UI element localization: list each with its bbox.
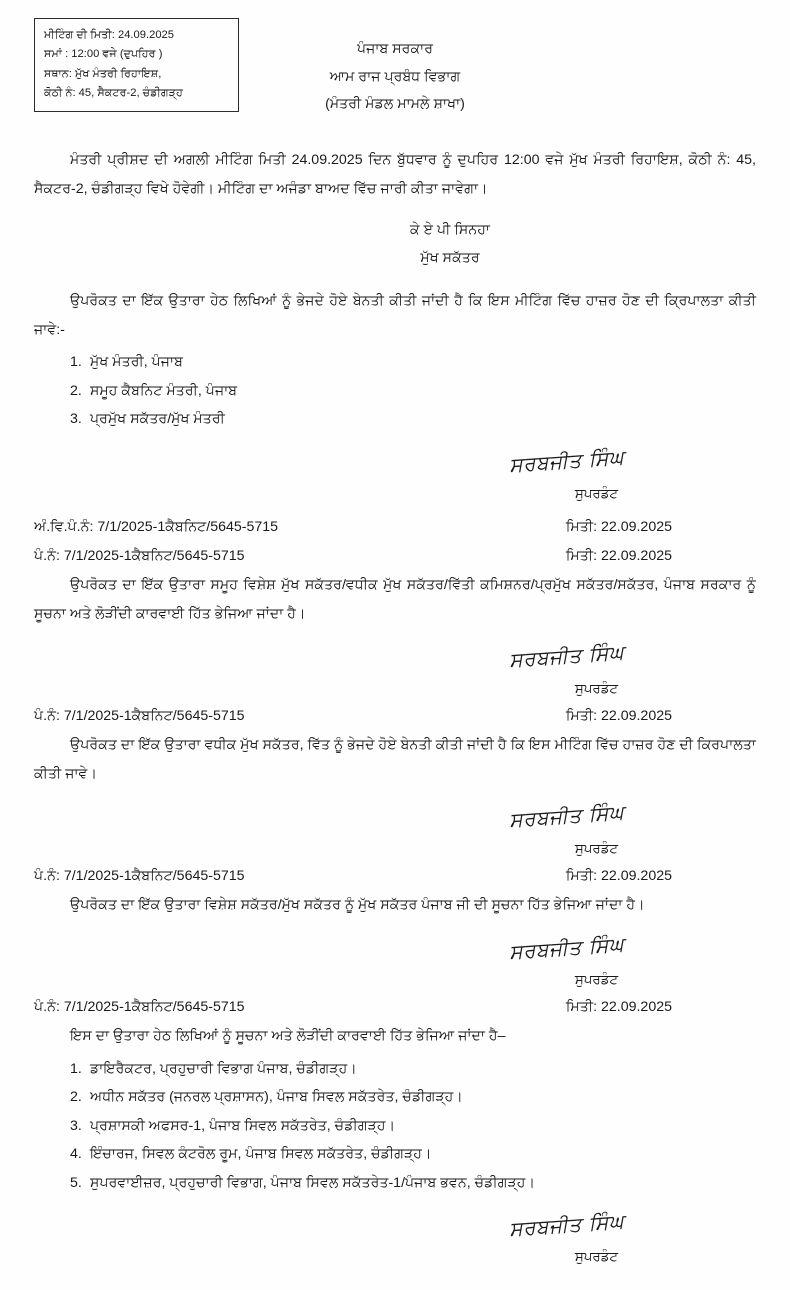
list-item-label: ਇੰਚਾਰਜ, ਸਿਵਲ ਕੰਟਰੋਲ ਰੂਮ, ਪੰਜਾਬ ਸਿਵਲ ਸਕੱਤਰੇਤ, ਚੰਡੀਗੜ੍ਹ। — [90, 1146, 432, 1163]
list-item-label: ਪ੍ਰਸ਼ਾਸਕੀ ਅਫਸਰ-1, ਪੰਜਾਬ ਸਿਵਲ ਸਕੱਤਰੇਤ, ਚੰਡੀਗੜ੍ਹ। — [90, 1117, 396, 1134]
paragraph-copy-secretaries: ਉਪਰੋਕਤ ਦਾ ਇੱਕ ਉਤਾਰਾ ਸਮੂਹ ਵਿਸ਼ੇਸ਼ ਮੁੱਖ ਸਕੱਤਰ/ਵਧੀਕ ਮੁੱਖ ਸਕੱਤਰ/ਵਿੱਤੀ ਕਮਿਸ਼ਨਰ/ਪ੍ਰਮੁੱਖ ਸਕੱਤਰ/ਸਕੱਤਰ, ਪੰਜਾਬ ਸਰਕਾਰ ਨੂੰ ਸੂਚਨਾ ਅਤੇ ਲੋੜੀਂਦੀ ਕਾਰਵਾਈ ਹਿੱਤ ਭੇਜਿਆ ਜਾਂਦਾ ਹੈ। — [34, 577, 756, 622]
reference-date: ਮਿਤੀ: 22.09.2025 — [565, 547, 672, 564]
meeting-time-row: ਸਮਾਂ : 12:00 ਵਜੇ (ਦੁਪਹਿਰ ) — [44, 48, 163, 61]
signature-block-5 — [34, 1205, 756, 1270]
list-item-number: 1. — [70, 1060, 82, 1077]
signature-designation: ਸੁਪਰਡੰਟ — [574, 972, 618, 988]
list-item — [34, 1055, 756, 1083]
reference-date: ਮਿਤੀ: 22.09.2025 — [565, 707, 672, 724]
authority-name: ਕੇ ਏ ਪੀ ਸਿਨਹਾ — [409, 222, 490, 239]
list-item-label: ਸੁਪਰਵਾਈਜ਼ਰ, ਪ੍ਰਹੁਚਾਰੀ ਵਿਭਾਗ, ਪੰਜਾਬ ਸਿਵਲ ਸਕੱਤਰੇਤ-1/ਪੰਜਾਬ ਭਵਨ, ਚੰਡੀਗੜ੍ਹ। — [90, 1174, 536, 1191]
handwritten-signature: ਸਰਬਜੀਤ ਸਿੰਘ — [508, 445, 625, 478]
heading-line-branch: (ਮੰਤਰੀ ਮੰਡਲ ਮਾਮਲੇ ਸ਼ਾਖਾ) — [325, 96, 465, 113]
paragraph-copy-request-1: ਉਪਰੋਕਤ ਦਾ ਇੱਕ ਉਤਾਰਾ ਹੇਠ ਲਿਖਿਆਂ ਨੂੰ ਭੇਜਦੇ ਹੋਏ ਬੇਨਤੀ ਕੀਤੀ ਜਾਂਦੀ ਹੈ ਕਿ ਇਸ ਮੀਟਿੰਗ ਵਿੱਚ ਹਾਜ਼ਰ ਹੋਣ ਦੀ ਕ੍ਰਿਪਾਲਤਾ ਕੀਤੀ ਜਾਵੇ:- — [34, 292, 756, 338]
authority-title: ਮੁੱਖ ਸਕੱਤਰ — [420, 250, 480, 267]
list-item-label: ਡਾਇਰੈਕਟਰ, ਪ੍ਰਹੁਚਾਰੀ ਵਿਭਾਗ ਪੰਜਾਬ, ਚੰਡੀਗੜ੍ਹ। — [90, 1060, 357, 1077]
list-item-number: 2. — [70, 382, 82, 399]
meeting-meta-box — [34, 18, 239, 112]
reference-date: ਮਿਤੀ: 22.09.2025 — [565, 999, 672, 1016]
reference-row — [34, 542, 756, 571]
document-body — [34, 146, 756, 1270]
list-item — [34, 405, 756, 433]
signature-designation: ਸੁਪਰਡੰਟ — [574, 485, 618, 501]
meeting-venue-row: ਸਥਾਨ: ਮੁੱਖ ਮੰਤਰੀ ਰਿਹਾਇਸ਼, — [44, 67, 162, 80]
reference-number: ਪੰ.ਨੰ: 7/1/2025-1ਕੈਬਨਿਟ/5645-5715 — [34, 867, 245, 884]
list-item-label: ਮੁੱਖ ਮੰਤਰੀ, ਪੰਜਾਬ — [90, 354, 183, 371]
signature-block-4 — [34, 928, 756, 993]
list-item-number: 1. — [70, 354, 82, 371]
list-item-number: 3. — [70, 1117, 82, 1134]
signature-block-2 — [34, 636, 756, 701]
reference-number: ਪੰ.ਨੰ: 7/1/2025-1ਕੈਬਨਿਟ/5645-5715 — [34, 999, 245, 1016]
reference-date: ਮਿਤੀ: 22.09.2025 — [565, 518, 672, 535]
list-item — [34, 1112, 756, 1140]
list-item-label: ਅਧੀਨ ਸਕੱਤਰ (ਜਨਰਲ ਪ੍ਰਸ਼ਾਸਨ), ਪੰਜਾਬ ਸਿਵਲ ਸਕੱਤਰੇਤ, ਚੰਡੀਗੜ੍ਹ। — [90, 1089, 463, 1106]
list-item-number: 5. — [70, 1174, 82, 1191]
list-item-number: 2. — [70, 1089, 82, 1106]
signature-designation: ਸੁਪਰਡੰਟ — [574, 1249, 618, 1265]
reference-number: ਪੰ.ਨੰ: 7/1/2025-1ਕੈਬਨਿਟ/5645-5715 — [34, 547, 245, 564]
handwritten-signature: ਸਰਬਜੀਤ ਸਿੰਘ — [508, 1209, 625, 1241]
reference-row — [34, 513, 756, 542]
list-item-label: ਪ੍ਰਮੁੱਖ ਸਕੱਤਰ/ਮੁੱਖ ਮੰਤਰੀ — [90, 411, 225, 427]
signature-block-3 — [34, 796, 756, 861]
handwritten-signature: ਸਰਬਜੀਤ ਸਿੰਘ — [508, 931, 625, 964]
reference-row — [34, 862, 756, 891]
signature-designation: ਸੁਪਰਡੰਟ — [574, 840, 618, 856]
list-item — [34, 1169, 756, 1197]
list-item-number: 4. — [70, 1146, 82, 1163]
paragraph-copy-information: ਇਸ ਦਾ ਉਤਾਰਾ ਹੇਠ ਲਿਖਿਆਂ ਨੂੰ ਸੂਚਨਾ ਅਤੇ ਲੋੜੀਂਦੀ ਕਾਰਵਾਈ ਹਿੱਤ ਭੇਜਿਆ ਜਾਂਦਾ ਹੈ– — [70, 1028, 506, 1045]
reference-number: ਅੰ.ਵਿ.ਪੰ.ਨੰ: 7/1/2025-1ਕੈਬਨਿਟ/5645-5715 — [34, 518, 279, 535]
paragraph-meeting-notice: ਮੰਤਰੀ ਪ੍ਰੀਸ਼ਦ ਦੀ ਅਗਲੀ ਮੀਟਿੰਗ ਮਿਤੀ 24.09.2025 ਦਿਨ ਬੁੱਧਵਾਰ ਨੂੰ ਦੁਪਹਿਰ 12:00 ਵਜੇ ਮੁੱਖ ਮੰਤਰੀ ਰਿਹਾਇਸ਼, ਕੋਠੀ ਨੰ: 45, ਸੈਕਟਰ-2, ਚੰਡੀਗੜ੍ਹ ਵਿਖੇ ਹੋਵੇਗੀ। ਮੀਟਿੰਗ ਦਾ ਅਜੰਡਾ ਬਾਅਦ ਵਿੱਚ ਜਾਰੀ ਕੀਤਾ ਜਾਵੇਗਾ। — [34, 152, 756, 197]
list-item — [34, 1083, 756, 1111]
list-item-label: ਸਮੂਹ ਕੈਬਨਿਟ ਮੰਤਰੀ, ਪੰਜਾਬ — [90, 382, 238, 399]
meeting-date-row: ਮੀਟਿੰਗ ਦੀ ਮਿਤੀ: 24.09.2025 — [44, 29, 174, 41]
authority-signature-block — [34, 217, 756, 272]
recipient-list-2 — [34, 1055, 756, 1197]
handwritten-signature: ਸਰਬਜੀਤ ਸਿੰਘ — [508, 800, 625, 833]
list-item — [34, 348, 756, 376]
reference-number: ਪੰ.ਨੰ: 7/1/2025-1ਕੈਬਨਿਟ/5645-5715 — [34, 707, 245, 724]
reference-date: ਮਿਤੀ: 22.09.2025 — [565, 867, 672, 884]
list-item — [34, 377, 756, 405]
recipient-list-1 — [34, 348, 756, 433]
heading-line-department: ਆਮ ਰਾਜ ਪ੍ਰਬੰਧ ਵਿਭਾਗ — [329, 68, 461, 85]
reference-row — [34, 702, 756, 731]
signature-designation: ਸੁਪਰਡੰਟ — [574, 680, 618, 696]
meeting-address-row: ਕੋਠੀ ਨੰ: 45, ਸੈਕਟਰ-2, ਚੰਡੀਗੜ੍ਹ — [44, 86, 183, 99]
list-item-number: 3. — [70, 411, 82, 427]
list-item — [34, 1140, 756, 1168]
paragraph-copy-finance: ਉਪਰੋਕਤ ਦਾ ਇੱਕ ਉਤਾਰਾ ਵਧੀਕ ਮੁੱਖ ਸਕੱਤਰ, ਵਿੱਤ ਨੂੰ ਭੇਜਦੇ ਹੋਏ ਬੇਨਤੀ ਕੀਤੀ ਜਾਂਦੀ ਹੈ ਕਿ ਇਸ ਮੀਟਿੰਗ ਵਿੱਚ ਹਾਜ਼ਰ ਹੋਣ ਦੀ ਕਿਰਪਾਲਤਾ ਕੀਤੀ ਜਾਵੇ। — [34, 737, 756, 782]
reference-row — [34, 993, 756, 1022]
paragraph-copy-special-secretary: ਉਪਰੋਕਤ ਦਾ ਇੱਕ ਉਤਾਰਾ ਵਿਸ਼ੇਸ਼ ਸਕੱਤਰ/ਮੁੱਖ ਸਕੱਤਰ ਨੂੰ ਮੁੱਖ ਸਕੱਤਰ ਪੰਜਾਬ ਜੀ ਦੀ ਸੂਚਨਾ ਹਿੱਤ ਭੇਜਿਆ ਜਾਂਦਾ ਹੈ। — [70, 897, 645, 913]
handwritten-signature: ਸਰਬਜੀਤ ਸਿੰਘ — [508, 640, 625, 673]
heading-line-government: ਪੰਜਾਬ ਸਰਕਾਰ — [356, 41, 434, 57]
reference-group-1 — [34, 513, 756, 571]
signature-block-1 — [34, 441, 756, 506]
